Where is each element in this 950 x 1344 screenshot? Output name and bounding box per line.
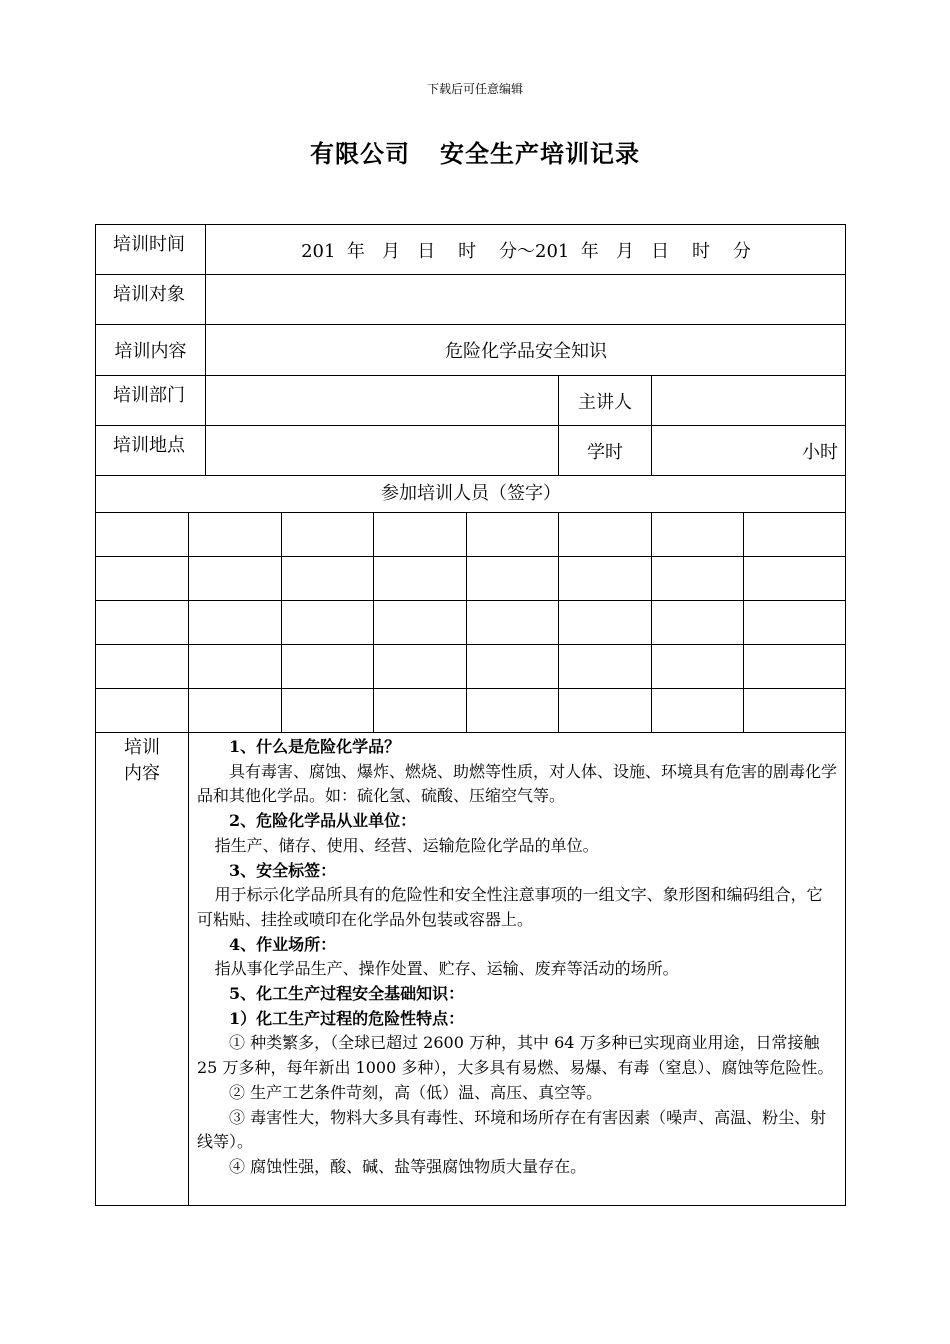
dept-label: 培训部门 bbox=[95, 375, 205, 425]
signature-cell[interactable] bbox=[466, 600, 558, 644]
content-paragraph: 指生产、储存、使用、经营、运输危险化学品的单位。 bbox=[214, 835, 599, 855]
signature-cell[interactable] bbox=[188, 512, 281, 556]
signature-cell[interactable] bbox=[466, 644, 558, 688]
download-note: 下载后可任意编辑 bbox=[426, 82, 523, 96]
content-heading: 3、安全标签： bbox=[229, 860, 337, 880]
signature-cell[interactable] bbox=[558, 644, 651, 688]
signature-cell[interactable] bbox=[743, 512, 846, 556]
signature-cell[interactable] bbox=[95, 556, 188, 600]
signature-cell[interactable] bbox=[373, 688, 466, 732]
signature-cell[interactable] bbox=[558, 512, 651, 556]
lecturer-field[interactable] bbox=[651, 375, 846, 425]
signature-cell[interactable] bbox=[95, 644, 188, 688]
signature-cell[interactable] bbox=[373, 644, 466, 688]
training-record-form bbox=[95, 224, 846, 1206]
place-label: 培训地点 bbox=[95, 425, 205, 475]
signature-cell[interactable] bbox=[373, 512, 466, 556]
hours-field[interactable] bbox=[651, 425, 846, 475]
content-heading: 1、什么是危险化学品？ bbox=[229, 737, 401, 756]
content-paragraph: 用于标示化学品所具有的危险性和安全性注意事项的一组文字、象形图和编码组合，它可粘贴、挂拴或喷印在化学品外包装或容器上。 bbox=[197, 885, 823, 929]
content-heading: 1）化工生产过程的危险性特点： bbox=[229, 1008, 465, 1028]
content-heading: 2、危险化学品从业单位： bbox=[229, 811, 417, 831]
signature-cell[interactable] bbox=[651, 600, 743, 644]
content-heading: 5、化工生产过程安全基础知识： bbox=[229, 984, 465, 1004]
content-paragraph: 具有毒害、腐蚀、爆炸、燃烧、助燃等性质，对人体、设施、环境具有危害的剧毒化学品和其他化学品。如：硫化氢、硫酸、压缩空气等。 bbox=[197, 761, 838, 806]
page-title bbox=[0, 134, 950, 169]
content-paragraph: ④ 腐蚀性强，酸、碱、盐等强腐蚀物质大量存在。 bbox=[229, 1156, 587, 1176]
time-label: 培训时间 bbox=[95, 224, 205, 274]
signature-cell[interactable] bbox=[373, 556, 466, 600]
signature-cell[interactable] bbox=[743, 556, 846, 600]
target-label: 培训对象 bbox=[95, 274, 205, 324]
signature-cell[interactable] bbox=[281, 688, 373, 732]
signature-cell[interactable] bbox=[281, 556, 373, 600]
signature-cell[interactable] bbox=[281, 600, 373, 644]
signature-cell[interactable] bbox=[651, 556, 743, 600]
hours-unit: 小时 bbox=[802, 441, 838, 463]
hours-label: 学时 bbox=[558, 425, 651, 475]
lecturer-label: 主讲人 bbox=[558, 375, 651, 425]
content-paragraph: ① 种类繁多，（全球已超过 2600 万种，其中 64 万多种已实现商业用途，日常接触 25 万多种，每年新出 1000 多种），大多具有易燃、易爆、有毒（窒息）、腐蚀等危险性。 bbox=[197, 1033, 834, 1078]
time-value: 201 年 月 日 时 分～201 年 月 日 时 分 bbox=[301, 240, 751, 262]
signature-cell[interactable] bbox=[188, 644, 281, 688]
signature-cell[interactable] bbox=[95, 600, 188, 644]
place-field[interactable] bbox=[205, 425, 558, 475]
time-cell[interactable] bbox=[205, 224, 846, 274]
signature-cell[interactable] bbox=[558, 556, 651, 600]
signature-cell[interactable] bbox=[651, 644, 743, 688]
topic-label: 培训内容 bbox=[95, 324, 205, 375]
attendees-header: 参加培训人员（签字） bbox=[95, 475, 846, 512]
signature-cell[interactable] bbox=[743, 644, 846, 688]
content-paragraph: ③ 毒害性大，物料大多具有毒性、环境和场所存在有害因素（噪声、高温、粉尘、射线等）。 bbox=[197, 1107, 827, 1152]
signature-cell[interactable] bbox=[558, 688, 651, 732]
signature-cell[interactable] bbox=[188, 688, 281, 732]
signature-cell[interactable] bbox=[281, 512, 373, 556]
content-heading: 4、作业场所： bbox=[229, 934, 337, 954]
signature-cell[interactable] bbox=[188, 556, 281, 600]
topic-field[interactable]: 危险化学品安全知识 bbox=[205, 324, 846, 375]
signature-cell[interactable] bbox=[651, 512, 743, 556]
signature-cell[interactable] bbox=[651, 688, 743, 732]
title-record: 安全生产培训记录 bbox=[440, 139, 640, 168]
title-company: 有限公司 bbox=[310, 139, 410, 168]
signature-cell[interactable] bbox=[95, 688, 188, 732]
dept-field[interactable] bbox=[205, 375, 558, 425]
target-field[interactable] bbox=[205, 274, 846, 324]
signature-cell[interactable] bbox=[95, 512, 188, 556]
signature-cell[interactable] bbox=[466, 688, 558, 732]
signature-cell[interactable] bbox=[373, 600, 466, 644]
content-label: 培训 内容 bbox=[95, 732, 188, 1206]
content-paragraph: ② 生产工艺条件苛刻，高（低）温、高压、真空等。 bbox=[229, 1082, 603, 1102]
content-body bbox=[188, 732, 846, 1206]
signature-cell[interactable] bbox=[188, 600, 281, 644]
signature-cell[interactable] bbox=[466, 556, 558, 600]
signature-cell[interactable] bbox=[743, 688, 846, 732]
content-paragraph: 指从事化学品生产、操作处置、贮存、运输、废弃等活动的场所。 bbox=[214, 959, 679, 979]
signature-cell[interactable] bbox=[743, 600, 846, 644]
signature-cell[interactable] bbox=[558, 600, 651, 644]
signature-cell[interactable] bbox=[281, 644, 373, 688]
signature-cell[interactable] bbox=[466, 512, 558, 556]
